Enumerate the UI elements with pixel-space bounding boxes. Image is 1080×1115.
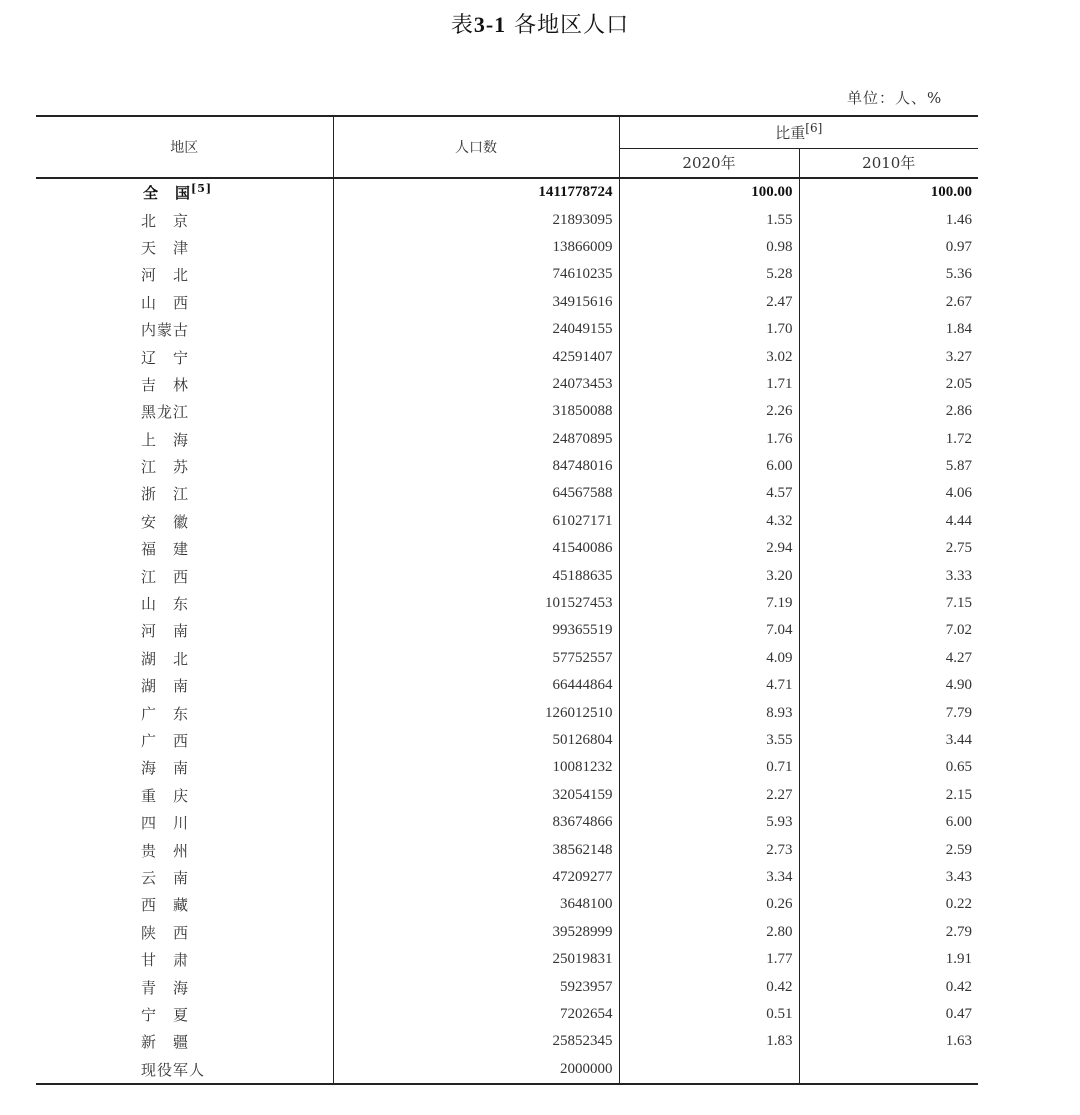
ratio-2020-cell: 4.71 <box>619 672 799 699</box>
region-cell: 海 南 <box>36 754 333 781</box>
ratio-2010-cell: 1.46 <box>945 211 973 228</box>
ratio-2010-cell: 1.63 <box>945 1033 973 1050</box>
population-cell: 24870895 <box>333 426 619 453</box>
region-cell: 浙 江 <box>36 480 333 507</box>
ratio-2020-cell: 2.73 <box>619 836 799 863</box>
ratio-2020-cell: 1.76 <box>619 426 799 453</box>
population-cell: 24049155 <box>333 316 619 343</box>
ratio-2020-cell: 3.02 <box>619 343 799 370</box>
ratio-2020-cell: 3.55 <box>619 727 799 754</box>
region-cell: 天 津 <box>36 234 333 261</box>
region-cell: 广 东 <box>36 699 333 726</box>
ratio-2020-cell <box>619 1056 799 1084</box>
ratio-2020-cell: 0.98 <box>619 234 799 261</box>
table-row <box>36 343 978 370</box>
table-row <box>36 206 978 233</box>
region-cell: 安 徽 <box>36 508 333 535</box>
population-cell: 99365519 <box>333 617 619 644</box>
ratio-2020-cell: 0.71 <box>619 754 799 781</box>
table-row <box>36 590 978 617</box>
region-cell: 四 川 <box>36 809 333 836</box>
header-population: 人口数 <box>333 116 619 178</box>
region-cell <box>36 178 333 206</box>
header-region: 地区 <box>36 116 333 178</box>
ratio-2010-cell: 3.33 <box>945 567 973 584</box>
ratio-2020-cell: 1.83 <box>619 1028 799 1055</box>
ratio-2020-cell: 4.32 <box>619 508 799 535</box>
table-row <box>36 782 978 809</box>
ratio-2010-cell: 4.44 <box>945 512 973 529</box>
region-cell: 陕 西 <box>36 919 333 946</box>
table-row <box>36 426 978 453</box>
ratio-2010-cell: 100.00 <box>930 184 973 201</box>
table-row <box>36 864 978 891</box>
population-cell: 57752557 <box>333 645 619 672</box>
ratio-2010-cell: 3.44 <box>945 732 973 748</box>
region-cell: 吉 林 <box>36 371 333 398</box>
table-row <box>36 891 978 918</box>
population-cell: 24073453 <box>333 371 619 398</box>
region-cell: 湖 北 <box>36 645 333 672</box>
population-cell: 84748016 <box>333 453 619 480</box>
ratio-2010-cell: 5.87 <box>945 458 973 475</box>
ratio-2010-cell: 7.15 <box>945 595 973 612</box>
total-note: [5] <box>191 182 213 196</box>
region-cell: 甘 肃 <box>36 946 333 973</box>
population-cell: 42591407 <box>333 343 619 370</box>
population-cell: 66444864 <box>333 672 619 699</box>
table-row <box>36 316 978 343</box>
table-title <box>0 8 1080 39</box>
table-row-total <box>36 178 978 206</box>
region-cell: 广 西 <box>36 727 333 754</box>
region-cell: 河 北 <box>36 261 333 288</box>
ratio-2010-cell: 0.65 <box>945 759 973 776</box>
table-header <box>36 116 978 178</box>
table-row <box>36 508 978 535</box>
population-cell: 7202654 <box>333 1001 619 1028</box>
ratio-2020-cell: 7.19 <box>619 590 799 617</box>
ratio-2020-cell: 1.77 <box>619 946 799 973</box>
ratio-2010-cell: 4.90 <box>945 677 973 694</box>
population-cell: 34915616 <box>333 289 619 316</box>
unit-label: 单位：人、% <box>847 89 943 107</box>
population-cell: 25019831 <box>333 946 619 973</box>
title-number: 3-1 <box>473 12 507 37</box>
population-cell: 47209277 <box>333 864 619 891</box>
population-cell: 21893095 <box>333 206 619 233</box>
ratio-2020-cell: 4.09 <box>619 645 799 672</box>
table-row <box>36 617 978 644</box>
ratio-2020-cell: 2.47 <box>619 289 799 316</box>
ratio-2010-cell: 1.84 <box>945 321 973 338</box>
region-cell: 上 海 <box>36 426 333 453</box>
table-row <box>36 562 978 589</box>
region-cell: 重 庆 <box>36 782 333 809</box>
ratio-2020-cell: 2.80 <box>619 919 799 946</box>
table-row <box>36 289 978 316</box>
population-cell: 10081232 <box>333 754 619 781</box>
ratio-2010-cell: 2.79 <box>945 923 973 940</box>
title-prefix: 表 <box>450 13 474 38</box>
table-row <box>36 234 978 261</box>
ratio-2010-cell: 0.22 <box>945 896 973 913</box>
population-cell: 64567588 <box>333 480 619 507</box>
ratio-2010-cell: 2.59 <box>945 841 973 858</box>
ratio-2010-cell: 2.67 <box>945 293 973 310</box>
population-cell: 2000000 <box>333 1056 619 1084</box>
title-text: 各地区人口 <box>506 13 630 38</box>
population-cell: 39528999 <box>333 919 619 946</box>
region-cell: 湖 南 <box>36 672 333 699</box>
ratio-2020-cell: 1.70 <box>619 316 799 343</box>
table-row <box>36 973 978 1000</box>
region-cell: 山 西 <box>36 289 333 316</box>
population-cell: 5923957 <box>333 973 619 1000</box>
ratio-2020-cell: 3.20 <box>619 562 799 589</box>
table-row <box>36 1028 978 1055</box>
ratio-2020-cell: 1.55 <box>619 206 799 233</box>
ratio-2020-cell: 100.00 <box>619 178 799 206</box>
population-cell: 74610235 <box>333 261 619 288</box>
region-cell: 青 海 <box>36 973 333 1000</box>
ratio-2010-cell: 4.27 <box>945 649 973 666</box>
ratio-2020-cell: 8.93 <box>619 699 799 726</box>
ratio-2020-cell: 0.42 <box>619 973 799 1000</box>
table-row <box>36 453 978 480</box>
region-cell: 江 西 <box>36 562 333 589</box>
region-cell: 内蒙古 <box>36 316 333 343</box>
table-row <box>36 946 978 973</box>
ratio-2010-cell: 7.79 <box>945 704 973 721</box>
region-cell: 黑龙江 <box>36 398 333 425</box>
table-body <box>36 178 978 1084</box>
table-row <box>36 1001 978 1028</box>
header-2020: 2020年 <box>619 148 799 178</box>
region-cell: 江 苏 <box>36 453 333 480</box>
population-cell: 38562148 <box>333 836 619 863</box>
ratio-2010-cell: 3.43 <box>945 868 973 885</box>
ratio-2010-cell: 2.05 <box>945 375 973 392</box>
ratio-2010-cell: 0.42 <box>945 978 973 995</box>
region-cell: 贵 州 <box>36 836 333 863</box>
ratio-2010-cell: 1.72 <box>945 430 973 447</box>
population-cell: 50126804 <box>333 727 619 754</box>
region-cell: 西 藏 <box>36 891 333 918</box>
header-ratio <box>619 116 978 148</box>
population-cell: 101527453 <box>333 590 619 617</box>
table-row <box>36 836 978 863</box>
population-cell: 25852345 <box>333 1028 619 1055</box>
population-cell: 13866009 <box>333 234 619 261</box>
ratio-2020-cell: 5.93 <box>619 809 799 836</box>
ratio-2020-cell: 7.04 <box>619 617 799 644</box>
table-row <box>36 727 978 754</box>
region-cell: 河 南 <box>36 617 333 644</box>
ratio-2020-cell: 4.57 <box>619 480 799 507</box>
table-row <box>36 480 978 507</box>
region-cell: 现役军人 <box>36 1056 333 1084</box>
region-cell: 山 东 <box>36 590 333 617</box>
population-cell: 41540086 <box>333 535 619 562</box>
ratio-2020-cell: 2.26 <box>619 398 799 425</box>
ratio-2010-cell <box>799 1056 978 1084</box>
header-2010: 2010年 <box>799 148 978 178</box>
ratio-2010-cell: 2.75 <box>945 540 973 557</box>
population-cell: 83674866 <box>333 809 619 836</box>
ratio-2010-cell: 3.27 <box>945 348 973 365</box>
ratio-2020-cell: 6.00 <box>619 453 799 480</box>
ratio-2020-cell: 5.28 <box>619 261 799 288</box>
table-row <box>36 1056 978 1084</box>
region-cell: 宁 夏 <box>36 1001 333 1028</box>
ratio-2010-cell: 7.02 <box>945 622 973 639</box>
ratio-2010-cell: 5.36 <box>945 266 973 283</box>
ratio-2020-cell: 0.51 <box>619 1001 799 1028</box>
ratio-2010-cell: 4.06 <box>945 485 973 502</box>
table-row <box>36 754 978 781</box>
ratio-2010-cell: 0.47 <box>945 1005 973 1022</box>
total-region-label: 全 国 <box>143 184 192 203</box>
header-ratio-label: 比重 <box>775 124 806 143</box>
header-ratio-note: [6] <box>805 121 823 136</box>
table-row <box>36 919 978 946</box>
population-cell: 31850088 <box>333 398 619 425</box>
population-cell: 61027171 <box>333 508 619 535</box>
ratio-2020-cell: 0.26 <box>619 891 799 918</box>
population-table <box>36 115 978 1085</box>
population-cell: 1411778724 <box>333 178 619 206</box>
population-cell: 126012510 <box>333 699 619 726</box>
region-cell: 福 建 <box>36 535 333 562</box>
table-row <box>36 398 978 425</box>
table-row <box>36 645 978 672</box>
ratio-2010-cell: 6.00 <box>945 814 973 831</box>
ratio-2020-cell: 2.27 <box>619 782 799 809</box>
table-row <box>36 371 978 398</box>
ratio-2020-cell: 3.34 <box>619 864 799 891</box>
population-cell: 3648100 <box>333 891 619 918</box>
ratio-2010-cell: 2.15 <box>945 786 973 803</box>
ratio-2010-cell: 2.86 <box>945 403 973 420</box>
table-row <box>36 672 978 699</box>
population-cell: 45188635 <box>333 562 619 589</box>
region-cell: 云 南 <box>36 864 333 891</box>
region-cell: 新 疆 <box>36 1028 333 1055</box>
table-row <box>36 809 978 836</box>
table-row <box>36 261 978 288</box>
region-cell: 北 京 <box>36 206 333 233</box>
ratio-2020-cell: 1.71 <box>619 371 799 398</box>
ratio-2010-cell: 1.91 <box>945 951 973 968</box>
table-row <box>36 535 978 562</box>
ratio-2020-cell: 2.94 <box>619 535 799 562</box>
ratio-2010-cell: 0.97 <box>945 238 973 255</box>
table-row <box>36 699 978 726</box>
population-cell: 32054159 <box>333 782 619 809</box>
region-cell: 辽 宁 <box>36 343 333 370</box>
